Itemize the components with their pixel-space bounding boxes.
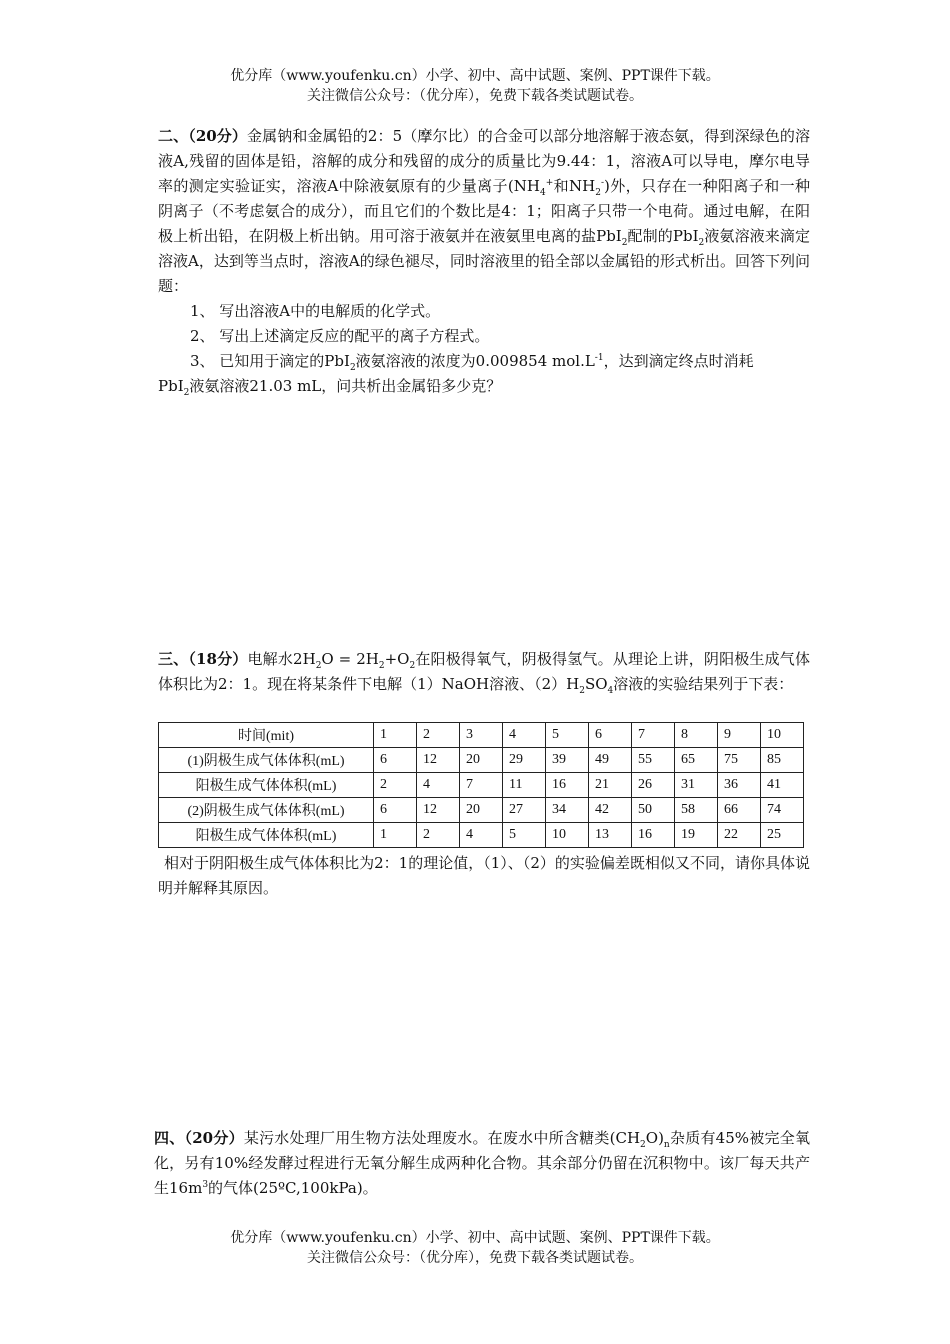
question-2-item-3: 3、 已知用于滴定的PbI$_2$液氨溶液的浓度为0.009854 $mol.L^{-1}$，达到滴定终点时消耗 xyxy=(190,352,754,373)
table-cell: 13 xyxy=(589,823,632,848)
table-cell: 75 xyxy=(718,748,761,773)
table-row xyxy=(159,823,804,848)
question-3-stem: 三、（18分）电解水$2H_2O = 2H_2+O_2$在阳极得氧气，阴极得氢气。从理论上讲，阴阳极生成气体体积比为2：1。现在将某条件下电解（1）NaOH溶液、$(2)H_2SO_4$溶液的实验结果列于下表： xyxy=(158,650,810,696)
question-3-number: 三、 xyxy=(158,650,189,668)
question-4-score: （20分） xyxy=(184,1129,244,1147)
table-cell: 7 xyxy=(632,723,675,748)
table-cell: 6 xyxy=(589,723,632,748)
question-2-item-1: 1、 写出溶液A中的电解质的化学式。 xyxy=(190,302,441,320)
table-cell: 7 xyxy=(460,773,503,798)
table-cell: 阳极生成气体体积(mL) xyxy=(159,823,374,848)
table-row xyxy=(159,748,804,773)
table-cell: 19 xyxy=(675,823,718,848)
table-cell: 58 xyxy=(675,798,718,823)
table-cell: 34 xyxy=(546,798,589,823)
table-cell: 11 xyxy=(503,773,546,798)
table-cell: (1)阴极生成气体体积(mL) xyxy=(159,748,374,773)
question-2-number: 二、 xyxy=(158,127,189,145)
table-cell: 39 xyxy=(546,748,589,773)
table-cell: 29 xyxy=(503,748,546,773)
table-row xyxy=(159,773,804,798)
table-cell: 22 xyxy=(718,823,761,848)
question-2-stem: 二、（20分）金属钠和金属铅的2：5（摩尔比）的合金可以部分地溶解于液态氨，得到深绿色的溶液A,残留的固体是铅，溶解的成分和残留的成分的质量比为9.44：1，溶液A可以导电，摩尔电导率的测定实验证实，溶液A中除液氨原有的少量离子($NH_4^+$和$NH_2^-$)外，只存在一种阳离子和一种阴离子（不考虑氨合的成分），而且它们的个数比是4：1；阳离子只带一个电荷。通过电解，在阳极上析出铅，在阴极上析出钠。用可溶于液氨并在液氨里电离的盐PbI$_2$配制的PbI$_2$液氨溶液来滴定溶液A，达到等当点时，溶液A的绿色褪尽，同时溶液里的铅全部以金属铅的形式析出。回答下列问题： xyxy=(158,127,810,295)
question-3-followup xyxy=(158,851,810,901)
table-cell: 12 xyxy=(417,748,460,773)
table-cell: 12 xyxy=(417,798,460,823)
table-cell: 74 xyxy=(761,798,804,823)
table-cell: 4 xyxy=(417,773,460,798)
table-cell: 2 xyxy=(374,773,417,798)
table-cell: 50 xyxy=(632,798,675,823)
table-cell: 49 xyxy=(589,748,632,773)
table-cell: 3 xyxy=(460,723,503,748)
question-3 xyxy=(158,647,810,697)
table-cell: 25 xyxy=(761,823,804,848)
table-cell: 6 xyxy=(374,748,417,773)
table-header-row xyxy=(159,723,804,748)
page-header xyxy=(0,66,950,106)
table-cell: 27 xyxy=(503,798,546,823)
question-2 xyxy=(158,124,810,399)
table-cell: 66 xyxy=(718,798,761,823)
header-line-2: 关注微信公众号：（优分库），免费下载各类试题试卷。 xyxy=(307,88,643,104)
table-cell: 阳极生成气体体积(mL) xyxy=(159,773,374,798)
question-3-score: （18分） xyxy=(188,650,248,668)
table-cell: (2)阴极生成气体体积(mL) xyxy=(159,798,374,823)
table-cell: 41 xyxy=(761,773,804,798)
table-cell: 2 xyxy=(417,723,460,748)
table-cell: 10 xyxy=(546,823,589,848)
table-cell: 55 xyxy=(632,748,675,773)
header-line-1: 优分库（www.youfenku.cn）小学、初中、高中试题、案例、PPT课件下载。 xyxy=(230,68,720,84)
table-cell: 85 xyxy=(761,748,804,773)
table-cell: 16 xyxy=(546,773,589,798)
electrolysis-table xyxy=(158,722,804,848)
table-cell: 26 xyxy=(632,773,675,798)
table-cell: 42 xyxy=(589,798,632,823)
question-4 xyxy=(154,1126,810,1201)
page-footer xyxy=(0,1228,950,1268)
footer-line-2: 关注微信公众号：（优分库），免费下载各类试题试卷。 xyxy=(307,1250,643,1266)
table-cell: 4 xyxy=(460,823,503,848)
table-cell: 时间(mit) xyxy=(159,723,374,748)
table-cell: 6 xyxy=(374,798,417,823)
table-cell: 4 xyxy=(503,723,546,748)
table-cell: 20 xyxy=(460,798,503,823)
table-cell: 36 xyxy=(718,773,761,798)
question-4-number: 四、 xyxy=(154,1129,185,1147)
table-cell: 1 xyxy=(374,723,417,748)
table-cell: 21 xyxy=(589,773,632,798)
table-cell: 2 xyxy=(417,823,460,848)
table-cell: 8 xyxy=(675,723,718,748)
table-row xyxy=(159,798,804,823)
table-cell: 1 xyxy=(374,823,417,848)
table-cell: 65 xyxy=(675,748,718,773)
question-2-item-2: 2、 写出上述滴定反应的配平的离子方程式。 xyxy=(190,327,490,345)
table-cell: 31 xyxy=(675,773,718,798)
question-4-stem: 四、（20分）某污水处理厂用生物方法处理废水。在废水中所含糖类$(CH_2O)_n$杂质有45%被完全氧化，另有10%经发酵过程进行无氧分解生成两种化合物。其余部分仍留在沉积物中。该厂每天共产生$16m^3$的气体(25ºC,100kPa)。 xyxy=(154,1129,810,1197)
question-2-score: （20分） xyxy=(188,127,248,145)
table-cell: 5 xyxy=(546,723,589,748)
footer-line-1: 优分库（www.youfenku.cn）小学、初中、高中试题、案例、PPT课件下载。 xyxy=(230,1230,720,1246)
table-cell: 9 xyxy=(718,723,761,748)
question-2-item-3-cont: PbI$_2$液氨溶液21.03 mL，问共析出金属铅多少克？ xyxy=(158,377,502,398)
table-cell: 10 xyxy=(761,723,804,748)
table-cell: 5 xyxy=(503,823,546,848)
table-cell: 20 xyxy=(460,748,503,773)
table-cell: 16 xyxy=(632,823,675,848)
question-3-after-text: 相对于阴阳极生成气体体积比为2：1的理论值，（1）、（2）的实验偏差既相似又不同，请你具体说明并解释其原因。 xyxy=(158,854,810,897)
